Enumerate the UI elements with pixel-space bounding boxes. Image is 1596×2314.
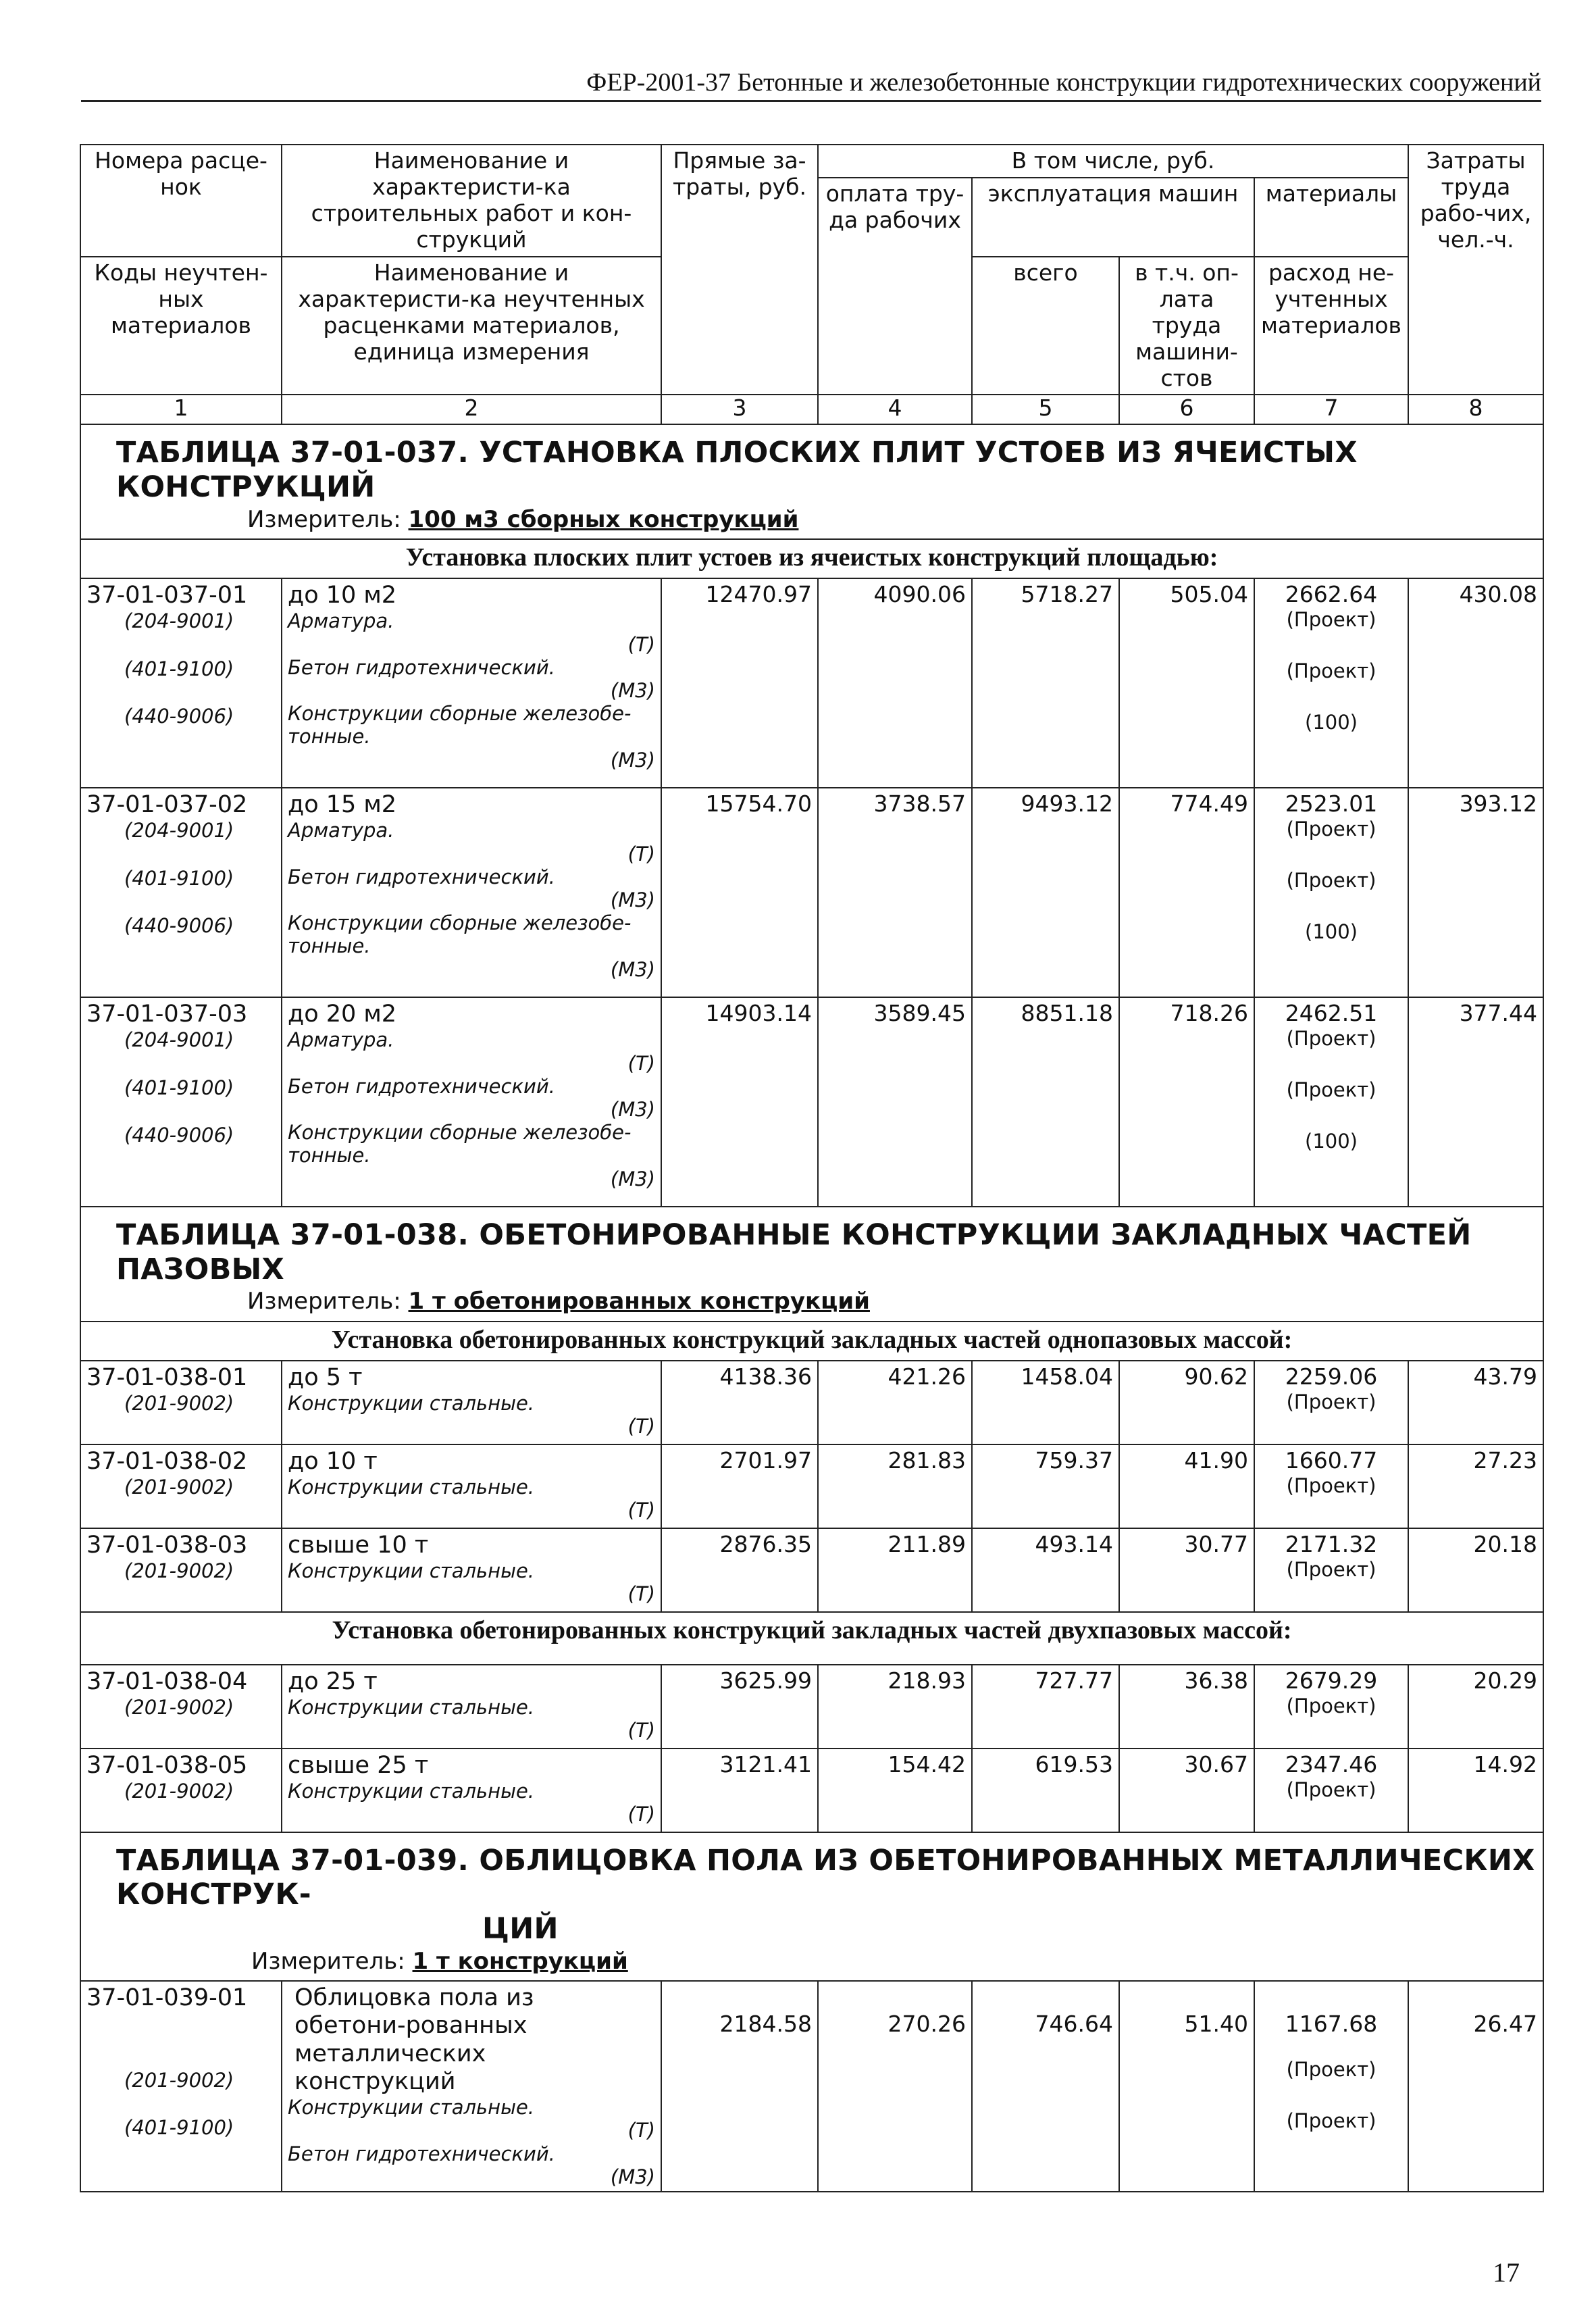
material-amount: (Проект) — [1286, 1390, 1376, 1413]
labor-hours: 20.29 — [1408, 1665, 1543, 1749]
machines-total: 8851.18 — [972, 997, 1119, 1207]
machinists-pay: 718.26 — [1119, 997, 1254, 1207]
col1-header-top: Номера расце-нок — [80, 145, 282, 257]
materials-cost: 1660.77 — [1285, 1447, 1378, 1474]
material-amount: (Проект) — [1286, 1778, 1376, 1801]
direct-costs: 14903.14 — [661, 997, 818, 1207]
labor-pay: 154.42 — [818, 1749, 972, 1832]
page-number: 17 — [1493, 2257, 1520, 2288]
rate-row-038-05 — [80, 1749, 1543, 1832]
material-code: (201-9002) — [124, 1779, 234, 1803]
material-amount: (Проект) — [1286, 1026, 1376, 1050]
material-amount: (Проект) — [1286, 869, 1376, 892]
column-number: 6 — [1119, 395, 1254, 424]
material-name: Конструкции стальные. — [288, 1391, 535, 1415]
material-code: (201-9002) — [124, 1559, 234, 1582]
rate-row-038-04 — [80, 1665, 1543, 1749]
rate-row-037-03 — [80, 997, 1543, 1207]
header-rule — [81, 100, 1541, 102]
material-code: (204-9001) — [124, 1028, 234, 1052]
materials-cost: 2259.06 — [1285, 1363, 1378, 1390]
direct-costs: 3625.99 — [661, 1665, 818, 1749]
machinists-pay: 774.49 — [1119, 788, 1254, 997]
material-amount: (Проект) — [1286, 1557, 1376, 1581]
column-number: 7 — [1254, 395, 1408, 424]
machinists-pay: 30.77 — [1119, 1528, 1254, 1612]
table-038-group2-title: Установка обетонированных конструкций закладных частей двухпазовых массой: — [80, 1612, 1543, 1665]
material-name: Бетон гидротехнический. — [288, 2142, 555, 2165]
labor-pay: 3589.45 — [818, 997, 972, 1207]
material-code: (440-9006) — [124, 913, 234, 937]
material-amount: (100) — [1305, 920, 1358, 944]
col2-header-bottom: Наименование и характеристи-ка неучтенных расценками материалов, единица измерения — [282, 257, 661, 395]
rate-code: 37-01-037-01 — [86, 582, 248, 609]
materials-cost: 2347.46 — [1285, 1751, 1378, 1778]
machinists-pay: 90.62 — [1119, 1361, 1254, 1444]
material-name: Конструкции сборные железобе-тонные. — [288, 911, 632, 958]
in-that-number-header: В том числе, руб. — [818, 145, 1408, 178]
column-number: 1 — [80, 395, 282, 424]
rate-name: до 10 т — [288, 1447, 378, 1475]
material-code: (401-9100) — [124, 866, 234, 890]
material-amount: (Проект) — [1286, 817, 1376, 840]
rate-row-038-01 — [80, 1361, 1543, 1444]
material-name: Арматура. — [288, 609, 394, 633]
table-039-title: ТАБЛИЦА 37-01-039. ОБЛИЦОВКА ПОЛА ИЗ ОБЕТОНИРОВАННЫХ МЕТАЛЛИЧЕСКИХ КОНСТРУК- ЦИЙ — [116, 1843, 1535, 1946]
material-unit: (М3) — [610, 957, 655, 981]
labor-hours: 430.08 — [1408, 578, 1543, 788]
labor-hours: 14.92 — [1408, 1749, 1543, 1832]
material-code: (201-9002) — [124, 1475, 234, 1499]
rate-name: до 10 м2 — [288, 582, 397, 609]
material-code: (401-9100) — [124, 1076, 234, 1099]
material-name: Конструкции сборные железобе-тонные. — [288, 702, 632, 749]
direct-costs: 2876.35 — [661, 1528, 818, 1612]
material-code: (201-9002) — [124, 2069, 234, 2092]
material-code: (401-9100) — [124, 657, 234, 680]
col4-header: оплата тру-да рабочих — [818, 178, 972, 395]
labor-hours: 20.18 — [1408, 1528, 1543, 1612]
rate-name: до 20 м2 — [288, 1001, 397, 1028]
rate-row-038-02 — [80, 1444, 1543, 1528]
rate-name: до 5 т — [288, 1363, 363, 1391]
material-amount: (100) — [1305, 1130, 1358, 1153]
labor-pay: 211.89 — [818, 1528, 972, 1612]
rate-row-038-03 — [80, 1528, 1543, 1612]
materials-header: материалы — [1254, 178, 1408, 257]
page-header-title: ФЕР-2001-37 Бетонные и железобетонные конструкции гидротехнических сооружений — [586, 68, 1541, 97]
direct-costs: 15754.70 — [661, 788, 818, 997]
material-unit: (М3) — [610, 678, 655, 702]
rate-code: 37-01-038-01 — [86, 1363, 248, 1391]
material-code: (440-9006) — [124, 704, 234, 728]
material-unit: (Т) — [627, 1499, 655, 1522]
material-name: Конструкции стальные. — [288, 1779, 535, 1803]
rate-row-037-02 — [80, 788, 1543, 997]
material-amount: (Проект) — [1286, 659, 1376, 683]
material-name: Конструкции стальные. — [288, 1475, 535, 1499]
material-amount: (Проект) — [1286, 1474, 1376, 1497]
rate-name: Облицовка пола из обетони-рованных металлических конструкций — [294, 1984, 534, 2095]
direct-costs: 3121.41 — [661, 1749, 818, 1832]
column-number: 5 — [972, 395, 1119, 424]
materials-cost: 2662.64 — [1285, 581, 1378, 608]
direct-costs: 2701.97 — [661, 1444, 818, 1528]
column-number: 3 — [661, 395, 818, 424]
direct-costs: 2184.58 — [661, 1981, 818, 2192]
material-name: Конструкции стальные. — [288, 1559, 535, 1582]
rate-code: 37-01-037-03 — [86, 1001, 248, 1028]
material-name: Бетон гидротехнический. — [288, 655, 555, 679]
material-code: (204-9001) — [124, 819, 234, 842]
material-name: Арматура. — [288, 1028, 394, 1052]
machinists-pay: 30.67 — [1119, 1749, 1254, 1832]
labor-hours: 43.79 — [1408, 1361, 1543, 1444]
col3-header: Прямые за-траты, руб. — [661, 145, 818, 395]
col7-header: расход не-учтенных материалов — [1254, 257, 1408, 395]
table-037-heading — [80, 424, 1543, 539]
col1-header-bottom: Коды неучтен-ных материалов — [80, 257, 282, 395]
materials-cost: 2462.51 — [1285, 1000, 1378, 1027]
machinists-pay: 36.38 — [1119, 1665, 1254, 1749]
col6-header: в т.ч. оп-лата труда машини-стов — [1119, 257, 1254, 395]
table-038-title: ТАБЛИЦА 37-01-038. ОБЕТОНИРОВАННЫЕ КОНСТРУКЦИИ ЗАКЛАДНЫХ ЧАСТЕЙ ПАЗОВЫХ — [116, 1218, 1472, 1286]
rate-code: 37-01-038-05 — [86, 1751, 248, 1779]
material-code: (440-9006) — [124, 1123, 234, 1147]
col8-header: Затраты труда рабо-чих, чел.-ч. — [1408, 145, 1543, 395]
table-038-heading — [80, 1207, 1543, 1322]
material-unit: (Т) — [627, 2119, 655, 2142]
material-code: (204-9001) — [124, 609, 234, 633]
table-037-title: ТАБЛИЦА 37-01-037. УСТАНОВКА ПЛОСКИХ ПЛИТ УСТОЕВ ИЗ ЯЧЕИСТЫХ КОНСТРУКЦИЙ — [116, 436, 1358, 505]
machines-total: 759.37 — [972, 1444, 1119, 1528]
rate-name: свыше 10 т — [288, 1531, 429, 1559]
table-038-measure: Измеритель: 1 т обетонированных конструкций — [247, 1288, 870, 1315]
machinists-pay: 41.90 — [1119, 1444, 1254, 1528]
labor-pay: 218.93 — [818, 1665, 972, 1749]
material-unit: (М3) — [610, 888, 655, 911]
col2-header-top: Наименование и характеристи-ка строительных работ и кон-струкций — [282, 145, 661, 257]
table-038-group1-title: Установка обетонированных конструкций закладных частей однопазовых массой: — [80, 1322, 1543, 1361]
machines-total: 727.77 — [972, 1665, 1119, 1749]
material-unit: (Т) — [627, 1719, 655, 1742]
material-unit: (Т) — [627, 1582, 655, 1606]
col5-header: всего — [972, 257, 1119, 395]
material-code: (201-9002) — [124, 1695, 234, 1719]
material-amount: (Проект) — [1286, 2109, 1376, 2133]
labor-hours: 26.47 — [1408, 1981, 1543, 2192]
table-039-measure: Измеритель: 1 т конструкций — [251, 1947, 628, 1975]
rate-row-037-01 — [80, 578, 1543, 788]
rate-code: 37-01-038-02 — [86, 1447, 248, 1475]
rate-code: 37-01-038-04 — [86, 1667, 248, 1695]
materials-cost: 2171.32 — [1285, 1530, 1378, 1557]
material-name: Бетон гидротехнический. — [288, 865, 555, 888]
material-amount: (Проект) — [1286, 1694, 1376, 1717]
labor-pay: 270.26 — [818, 1981, 972, 2192]
table-037-group-title: Установка плоских плит устоев из ячеистых конструкций площадью: — [80, 539, 1543, 578]
material-unit: (Т) — [627, 1051, 655, 1075]
labor-pay: 421.26 — [818, 1361, 972, 1444]
material-unit: (Т) — [627, 632, 655, 656]
machines-total: 619.53 — [972, 1749, 1119, 1832]
materials-cost: 1167.68 — [1285, 2010, 1378, 2037]
material-name: Бетон гидротехнический. — [288, 1074, 555, 1098]
direct-costs: 12470.97 — [661, 578, 818, 788]
labor-hours: 393.12 — [1408, 788, 1543, 997]
rate-code: 37-01-038-03 — [86, 1531, 248, 1559]
machines-total: 5718.27 — [972, 578, 1119, 788]
labor-pay: 4090.06 — [818, 578, 972, 788]
material-name: Конструкции стальные. — [288, 1695, 535, 1719]
material-unit: (Т) — [627, 1415, 655, 1438]
material-unit: (М3) — [610, 2165, 655, 2188]
machinists-pay: 51.40 — [1119, 1981, 1254, 2192]
machinists-pay: 505.04 — [1119, 578, 1254, 788]
material-name: Конструкции стальные. — [288, 2096, 535, 2119]
table-039-heading — [80, 1832, 1543, 1981]
material-unit: (М3) — [610, 748, 655, 772]
material-unit: (Т) — [627, 842, 655, 865]
material-name: Конструкции сборные железобе-тонные. — [288, 1121, 632, 1167]
machines-total: 9493.12 — [972, 788, 1119, 997]
rate-name: свыше 25 т — [288, 1751, 429, 1779]
price-table — [80, 144, 1544, 2192]
material-unit: (М3) — [610, 1097, 655, 1121]
rate-code: 37-01-039-01 — [86, 1984, 248, 2011]
material-amount: (100) — [1305, 711, 1358, 734]
labor-hours: 377.44 — [1408, 997, 1543, 1207]
direct-costs: 4138.36 — [661, 1361, 818, 1444]
material-code: (201-9002) — [124, 1391, 234, 1415]
materials-cost: 2523.01 — [1285, 790, 1378, 818]
material-code: (401-9100) — [124, 2116, 234, 2140]
column-number-row — [80, 395, 1543, 424]
material-amount: (Проект) — [1286, 607, 1376, 631]
material-amount: (Проект) — [1286, 2057, 1376, 2081]
material-unit: (Т) — [627, 1803, 655, 1826]
material-amount: (Проект) — [1286, 1078, 1376, 1102]
machines-total: 493.14 — [972, 1528, 1119, 1612]
table-037-measure: Измеритель: 100 м3 сборных конструкций — [247, 505, 799, 533]
machines-total: 746.64 — [972, 1981, 1119, 2192]
column-number: 4 — [818, 395, 972, 424]
materials-cost: 2679.29 — [1285, 1667, 1378, 1694]
column-number: 8 — [1408, 395, 1543, 424]
machines-total: 1458.04 — [972, 1361, 1119, 1444]
material-name: Арматура. — [288, 819, 394, 842]
labor-pay: 281.83 — [818, 1444, 972, 1528]
labor-hours: 27.23 — [1408, 1444, 1543, 1528]
column-number: 2 — [282, 395, 661, 424]
labor-pay: 3738.57 — [818, 788, 972, 997]
rate-row-039-01 — [80, 1981, 1543, 2192]
rate-code: 37-01-037-02 — [86, 791, 248, 819]
rate-name: до 25 т — [288, 1667, 378, 1695]
machine-operation-header: эксплуатация машин — [972, 178, 1254, 257]
rate-name: до 15 м2 — [288, 791, 397, 819]
material-unit: (М3) — [610, 1167, 655, 1190]
